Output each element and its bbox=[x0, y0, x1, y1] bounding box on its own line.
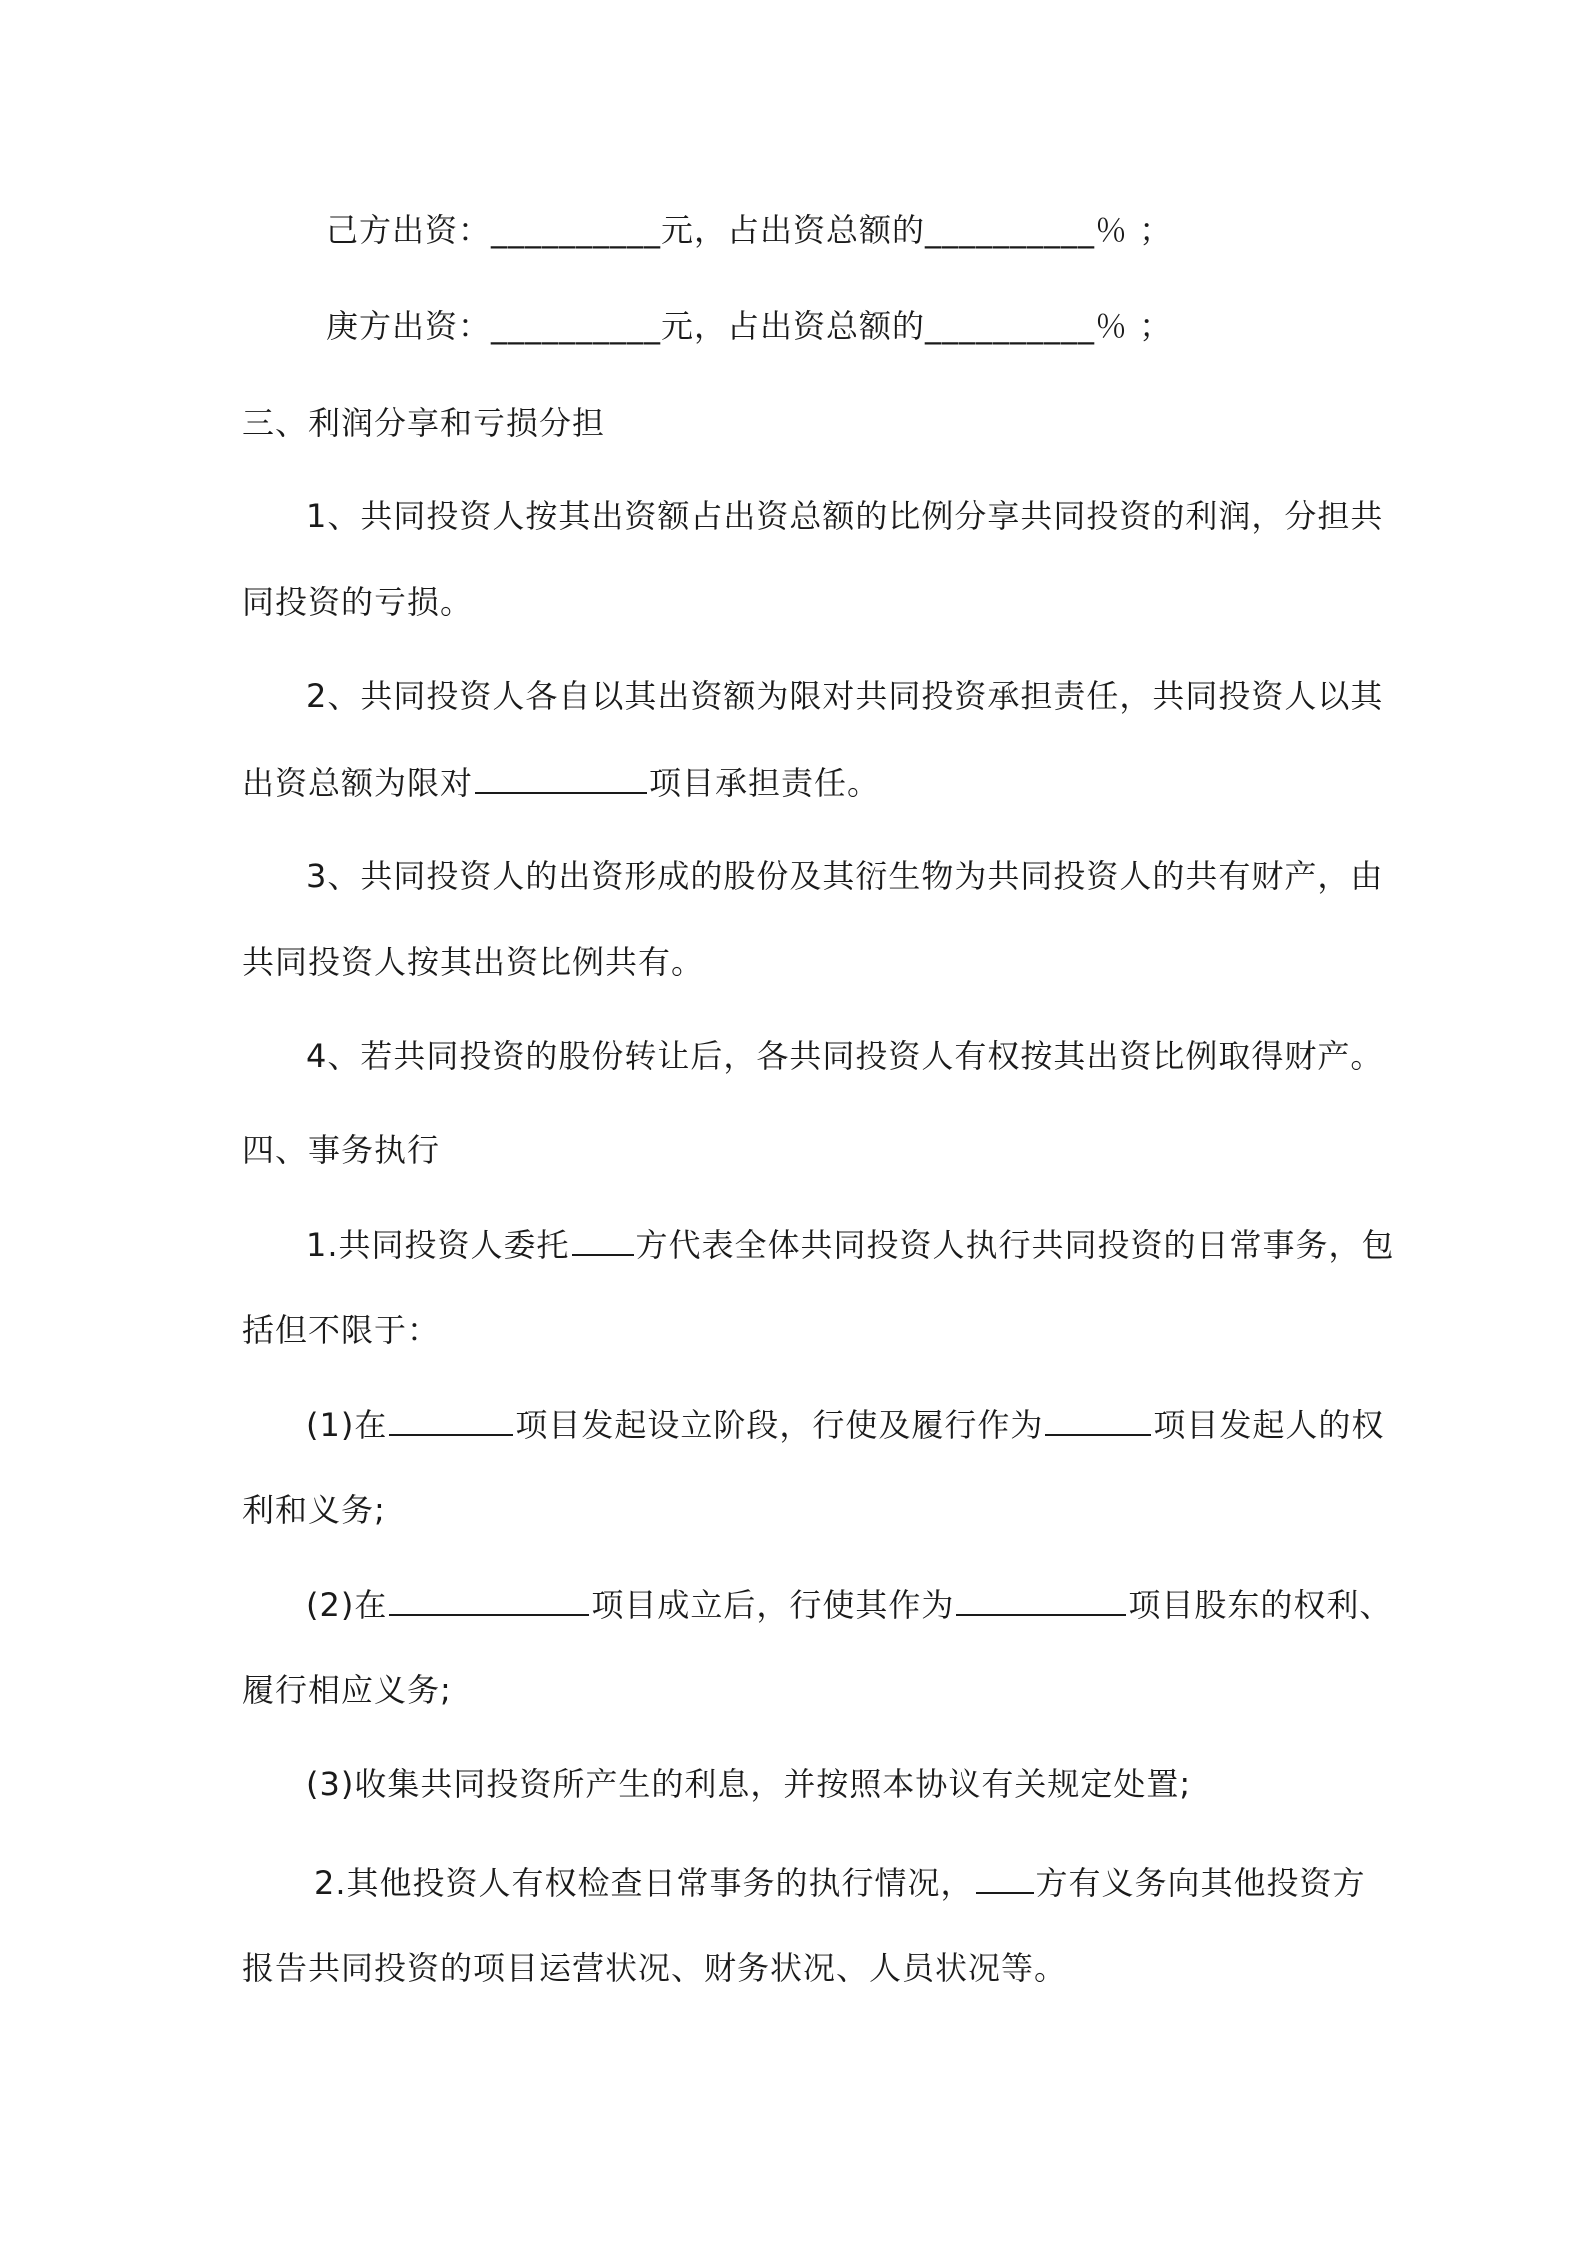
party-label: 己方出资： bbox=[326, 211, 492, 249]
contribution-row bbox=[326, 210, 1172, 250]
paragraph-line: 3、共同投资人的出资形成的股份及其衍生物为共同投资人的共有财产，由 bbox=[306, 857, 1384, 895]
paragraph-text: 项目承担责任。 bbox=[649, 764, 881, 802]
contribution-row bbox=[326, 306, 1172, 346]
fill-in-blank bbox=[1045, 1404, 1151, 1436]
contribution-mid-text: 元，占出资总额的 bbox=[661, 211, 926, 249]
section-heading: 三、利润分享和亏损分担 bbox=[242, 404, 606, 442]
item-text: 项目成立后，行使其作为 bbox=[591, 1586, 955, 1624]
list-item bbox=[306, 1584, 1392, 1625]
item-text: 项目发起人的权 bbox=[1153, 1406, 1385, 1444]
paragraph-text: 出资总额为限对 bbox=[242, 764, 474, 802]
paragraph-line: 报告共同投资的项目运营状况、财务状况、人员状况等。 bbox=[242, 1949, 1068, 1987]
paragraph-line: 2、共同投资人各自以其出资额为限对共同投资承担责任，共同投资人以其 bbox=[306, 677, 1384, 715]
fill-in-blank bbox=[976, 1862, 1034, 1894]
paragraph-text: 1.共同投资人委托 bbox=[306, 1226, 570, 1264]
list-item bbox=[306, 1404, 1384, 1445]
contribution-end-text: ％ ； bbox=[1095, 211, 1173, 249]
item-text: (2)在 bbox=[306, 1586, 388, 1624]
item-text: 项目发起设立阶段，行使及履行作为 bbox=[515, 1406, 1044, 1444]
paragraph-line bbox=[314, 1862, 1366, 1903]
paragraph-line: 括但不限于： bbox=[242, 1311, 441, 1349]
fill-in-blank bbox=[956, 1584, 1126, 1616]
paragraph-line: 共同投资人按其出资比例共有。 bbox=[242, 943, 705, 981]
paragraph-text: 方有义务向其他投资方 bbox=[1035, 1864, 1366, 1902]
fill-in-blank bbox=[572, 1224, 634, 1256]
fill-in-blank bbox=[389, 1404, 513, 1436]
item-text: 项目股东的权利、 bbox=[1128, 1586, 1393, 1624]
contribution-end-text: ％ ； bbox=[1095, 307, 1173, 345]
item-text: (1)在 bbox=[306, 1406, 388, 1444]
list-item: (3)收集共同投资所产生的利息，并按照本协议有关规定处置; bbox=[306, 1765, 1192, 1803]
section-heading: 四、事务执行 bbox=[242, 1131, 441, 1169]
fill-in-blank bbox=[475, 762, 647, 794]
paragraph-line: 利和义务; bbox=[242, 1491, 386, 1529]
percent-blank: __________ bbox=[925, 307, 1096, 345]
paragraph-line bbox=[242, 762, 880, 803]
party-label: 庚方出资： bbox=[326, 307, 492, 345]
paragraph-line: 4、若共同投资的股份转让后，各共同投资人有权按其出资比例取得财产。 bbox=[306, 1037, 1384, 1075]
amount-blank: __________ bbox=[491, 211, 662, 249]
paragraph-text: 方代表全体共同投资人执行共同投资的日常事务，包 bbox=[635, 1226, 1395, 1264]
percent-blank: __________ bbox=[925, 211, 1096, 249]
paragraph-text: 2.其他投资人有权检查日常事务的执行情况， bbox=[314, 1864, 974, 1902]
paragraph-line: 履行相应义务; bbox=[242, 1671, 452, 1709]
amount-blank: __________ bbox=[491, 307, 662, 345]
paragraph-line: 同投资的亏损。 bbox=[242, 583, 474, 621]
contribution-mid-text: 元，占出资总额的 bbox=[661, 307, 926, 345]
fill-in-blank bbox=[389, 1584, 589, 1616]
paragraph-line bbox=[306, 1224, 1395, 1265]
paragraph-line: 1、共同投资人按其出资额占出资总额的比例分享共同投资的利润，分担共 bbox=[306, 497, 1384, 535]
